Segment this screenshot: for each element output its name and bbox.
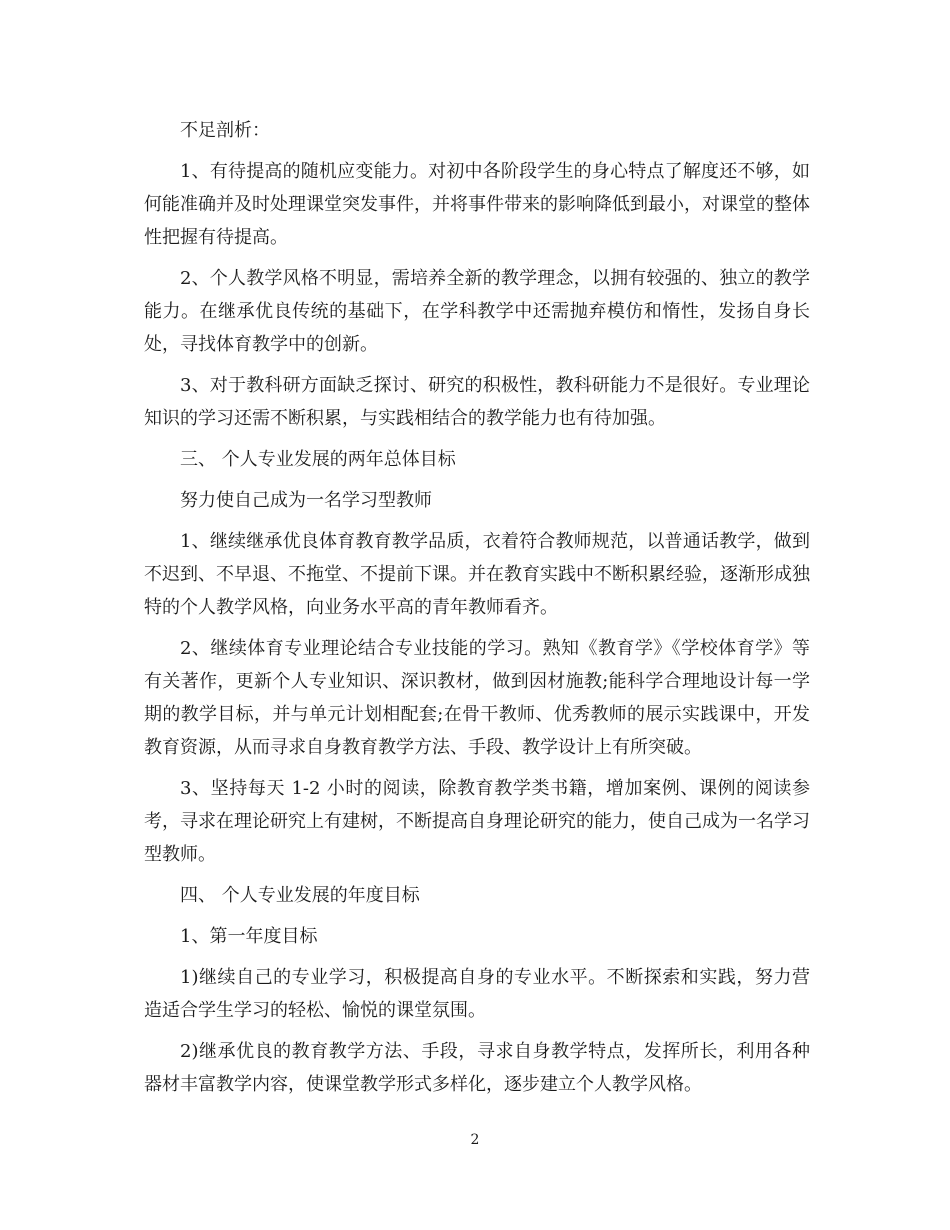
paragraph: 3、对于教科研方面缺乏探讨、研究的积极性，教科研能力不是很好。专业理论知识的学习还需不断积累，与实践相结合的教学能力也有待加强。 bbox=[144, 375, 810, 429]
paragraph: 1)继续自己的专业学习，积极提高自身的专业水平。不断探索和实践，努力营造适合学生学习的轻松、愉悦的课堂氛围。 bbox=[144, 967, 810, 1021]
paragraph: 2、继续体育专业理论结合专业技能的学习。熟知《教育学》《学校体育学》等有关著作，更新个人专业知识、深识教材，做到因材施教;能科学合理地设计每一学期的教学目标，并与单元计划相配套;在骨干教师、优秀教师的展示实践课中，开发教育资源，从而寻求自身教育教学方法、手段、教学设计上有所突破。 bbox=[144, 638, 810, 758]
paragraph: 2、个人教学风格不明显，需培养全新的教学理念，以拥有较强的、独立的教学能力。在继承优良传统的基础下，在学科教学中还需抛弃模仿和惰性，发扬自身长处，寻找体育教学中的创新。 bbox=[144, 268, 810, 355]
paragraph: 2)继承优良的教育教学方法、手段，寻求自身教学特点，发挥所长，利用各种器材丰富教学内容，使课堂教学形式多样化，逐步建立个人教学风格。 bbox=[144, 1041, 810, 1095]
paragraph: 1、继续继承优良体育教育教学品质，衣着符合教师规范，以普通话教学，做到不迟到、不早退、不拖堂、不提前下课。并在教育实践中不断积累经验，逐渐形成独特的个人教学风格，向业务水平高的青年教师看齐。 bbox=[144, 531, 810, 618]
page-number: 2 bbox=[470, 1132, 480, 1148]
paragraph: 努力使自己成为一名学习型教师 bbox=[180, 490, 432, 511]
subheading-first-year: 1、第一年度目标 bbox=[180, 926, 318, 947]
section-heading-annual-goals: 四、 个人专业发展的年度目标 bbox=[180, 885, 420, 906]
document-body bbox=[144, 114, 810, 1109]
section-heading-shortcomings: 不足剖析： bbox=[180, 120, 270, 141]
section-heading-two-year-goals: 三、 个人专业发展的两年总体目标 bbox=[180, 449, 456, 470]
paragraph: 3、坚持每天 1-2 小时的阅读，除教育教学类书籍，增加案例、课例的阅读参考，寻求在理论研究上有建树，不断提高自身理论研究的能力，使自己成为一名学习型教师。 bbox=[144, 778, 810, 865]
paragraph: 1、有待提高的随机应变能力。对初中各阶段学生的身心特点了解度还不够，如何能准确并及时处理课堂突发事件，并将事件带来的影响降低到最小，对课堂的整体性把握有待提高。 bbox=[144, 161, 810, 248]
